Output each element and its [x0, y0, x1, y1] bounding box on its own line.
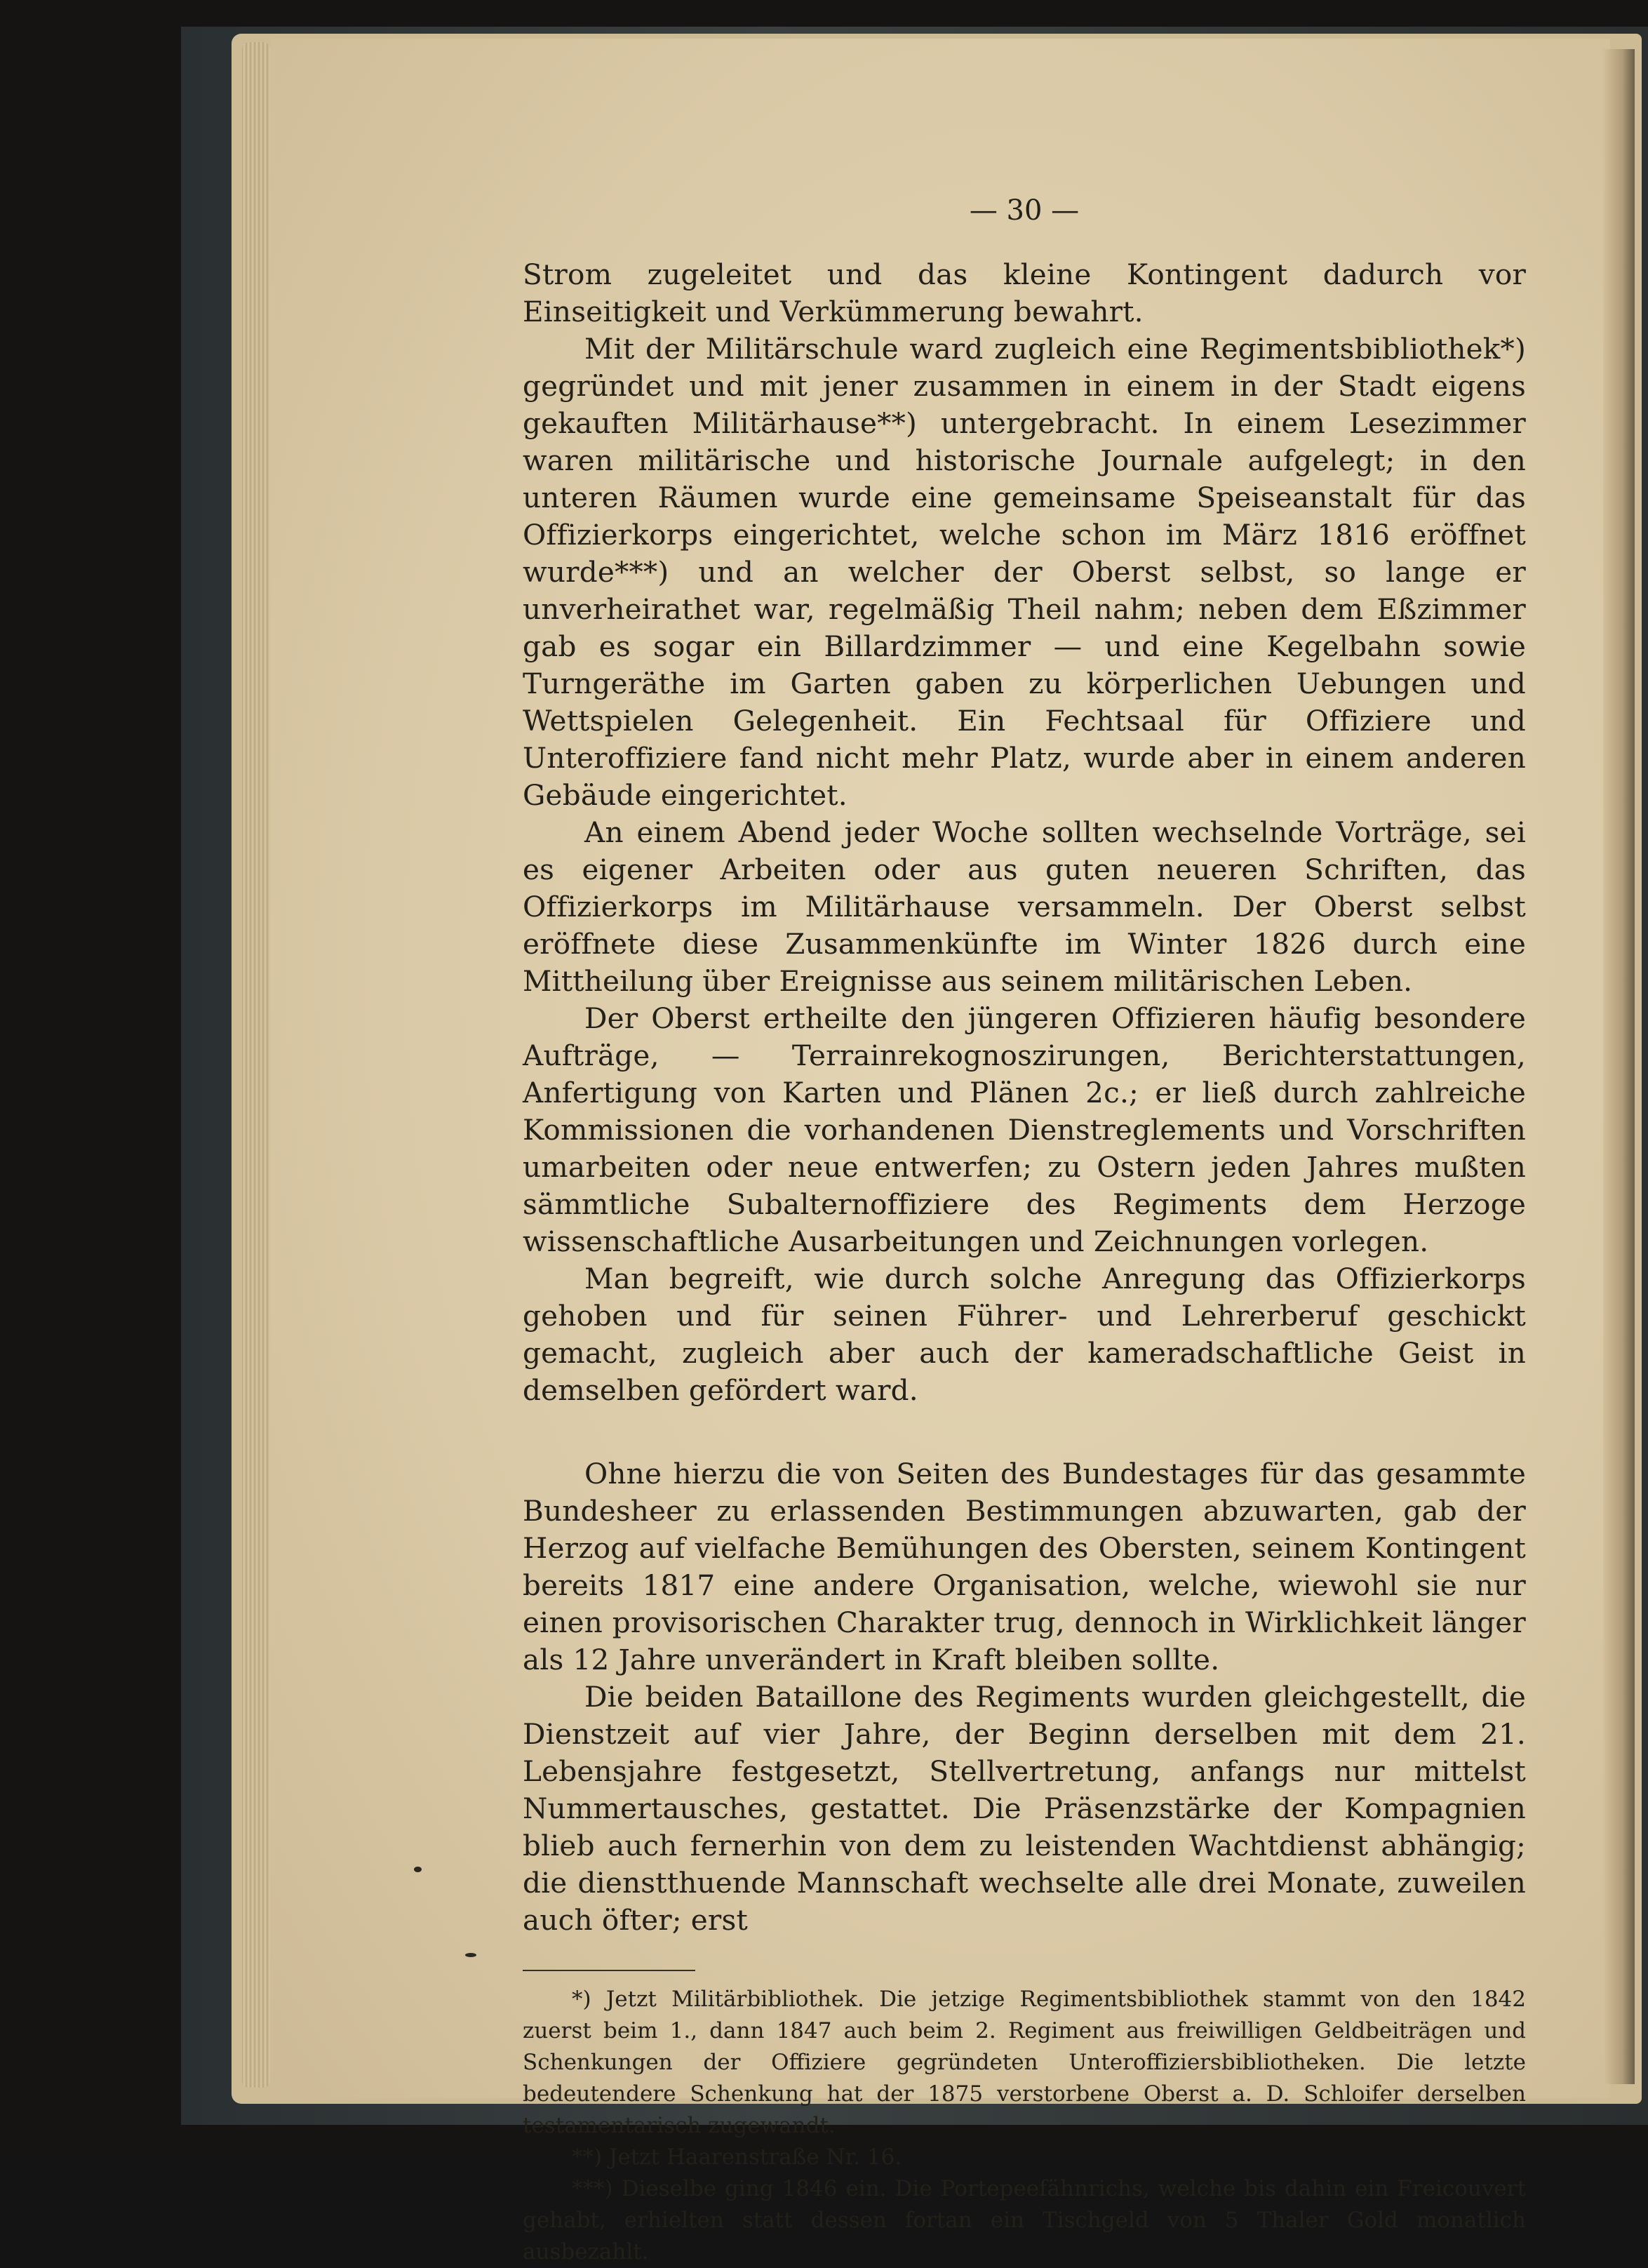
footnote: ***) Dieselbe ging 1846 ein. Die Portepeefähnrichs, welche bis dahin ein Freicouvert gehabt, erhielten statt dessen fortan ein Tischgeld von 5 Thaler Gold monatlich ausbezahlt.: [523, 2176, 1526, 2264]
footnote: *) Jetzt Militärbibliothek. Die jetzige Regimentsbibliothek stammt von den 1842 zuerst beim 1., dann 1847 auch beim 2. Regiment aus freiwilligen Geldbeiträgen und Schenkungen der Offiziere gegründeten Unteroffiziersbibliotheken. Die letzte bedeutendere Schenkung hat der 1875 verstorbene Oberst a. D. Schloifer derselben testamentarisch zugewandt.: [523, 1987, 1526, 2138]
ink-speck: [465, 1953, 476, 1957]
footnote: **) Jetzt Haarenstraße Nr. 16.: [572, 2144, 902, 2170]
footnote-separator: [523, 1970, 695, 1971]
paragraph: Der Oberst ertheilte den jüngeren Offizieren häufig besondere Aufträge, — Terrainrekognoszirungen, Berichterstattungen, Anfertigung von Karten und Plänen 2c.; er ließ durch zahlreiche Kommissionen die vorhandenen Dienstreglements und Vorschriften umarbeiten oder neue entwerfen; zu Ostern jeden Jahres mußten sämmtliche Subalternoffiziere des Regiments dem Herzoge wissenschaftliche Ausarbeitungen und Zeichnungen vorlegen.: [523, 1001, 1526, 1258]
paragraph: Strom zugeleitet und das kleine Kontingent dadurch vor Einseitigkeit und Verkümmerung bewahrt.: [523, 258, 1526, 328]
ink-speck: [414, 1867, 422, 1872]
page-edge-right: [1603, 49, 1635, 2084]
paragraph: Man begreift, wie durch solche Anregung das Offizierkorps gehoben und für seinen Führer- und Lehrerberuf geschickt gemacht, zugleich aber auch der kameradschaftliche Geist in demselben gefördert ward.: [523, 1262, 1526, 1407]
paragraph: Die beiden Bataillone des Regiments wurden gleichgestellt, die Dienstzeit auf vier Jahre, der Beginn derselben mit dem 21. Lebensjahre festgesetzt, Stellvertretung, anfangs nur mittelst Nummertausches, gestattet. Die Präsenzstärke der Kompagnien blieb auch fernerhin von dem zu leistenden Wachtdienst abhängig; die dienstthuende Mannschaft wechselte alle drei Monate, zuweilen auch öfter; erst: [523, 1680, 1526, 1937]
page-edges-left: [242, 42, 270, 2088]
paragraph: Mit der Militärschule ward zugleich eine Regimentsbibliothek*) gegründet und mit jener zusammen in einem in der Stadt eigens gekauften Militärhause**) untergebracht. In einem Lesezimmer waren militärische und historische Journale aufgelegt; in den unteren Räumen wurde eine gemeinsame Speiseanstalt für das Offizierkorps eingerichtet, welche schon im März 1816 eröffnet wurde***) und an welcher der Oberst selbst, so lange er unverheirathet war, regelmäßig Theil nahm; neben dem Eßzimmer gab es sogar ein Billardzimmer — und eine Kegelbahn sowie Turngeräthe im Garten gaben zu körperlichen Uebungen und Wettspielen Gelegenheit. Ein Fechtsaal für Offiziere und Unteroffiziere fand nicht mehr Platz, wurde aber in einem anderen Gebäude eingerichtet.: [523, 332, 1526, 812]
book-page: [270, 39, 1610, 2264]
page-number: — 30 —: [969, 194, 1080, 227]
page-content: [523, 193, 1526, 2268]
paragraph: Ohne hierzu die von Seiten des Bundestages für das gesammte Bundesheer zu erlassenden Bestimmungen abzuwarten, gab der Herzog auf vielfache Bemühungen des Obersten, seinem Kontingent bereits 1817 eine andere Organisation, welche, wiewohl sie nur einen provisorischen Charakter trug, dennoch in Wirklichkeit länger als 12 Jahre unverändert in Kraft bleiben sollte.: [523, 1457, 1526, 1676]
paragraph: An einem Abend jeder Woche sollten wechselnde Vorträge, sei es eigener Arbeiten oder aus guten neueren Schriften, das Offizierkorps im Militärhause versammeln. Der Oberst selbst eröffnete diese Zusammenkünfte im Winter 1826 durch eine Mittheilung über Ereignisse aus seinem militärischen Leben.: [523, 815, 1526, 998]
